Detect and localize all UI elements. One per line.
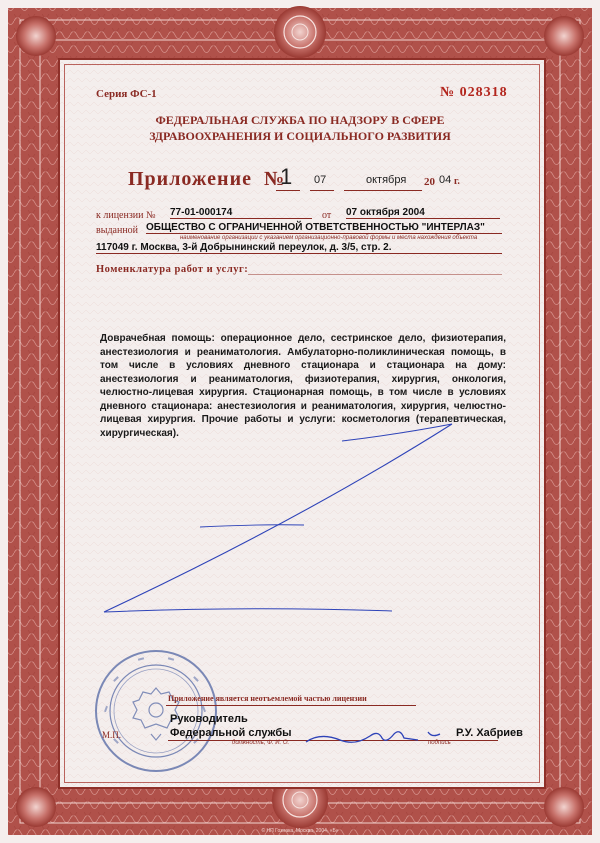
- head-title-line2: Федеральной службы: [170, 727, 292, 739]
- stamp-place-label: М.П.: [102, 730, 122, 740]
- year-prefix: 20: [424, 176, 435, 188]
- license-number: 77-01-000174: [170, 207, 312, 219]
- appendix-month: октября: [366, 174, 407, 186]
- authority-line: ФЕДЕРАЛЬНАЯ СЛУЖБА ПО НАДЗОРУ В СФЕРЕ: [155, 113, 445, 127]
- organization-note: наименование организации с указанием организационно-правовой формы и места нахождения объекта: [180, 235, 478, 241]
- handwritten-signature: [300, 722, 450, 752]
- printer-imprint: © НП Гознака, Москва, 2004, «Б»: [261, 828, 339, 834]
- organization-name: ОБЩЕСТВО С ОГРАНИЧЕННОЙ ОТВЕТСТВЕННОСТЬЮ "ИНТЕРЛАЗ": [146, 222, 502, 234]
- appendix-year: 04: [439, 174, 452, 186]
- signatory-name: Р.У. Хабриев: [456, 727, 523, 739]
- license-label: к лицензии №: [96, 210, 156, 221]
- integral-part-note: Приложение является неотъемлемой частью лицензии: [168, 694, 367, 703]
- license-date: 07 октября 2004: [346, 207, 500, 219]
- number-sign: №: [263, 168, 285, 190]
- license-from-label: от: [322, 210, 332, 221]
- series-label: Серия ФС-1: [96, 88, 157, 100]
- appendix-title: Приложение: [128, 168, 252, 190]
- year-unit: г.: [454, 176, 460, 187]
- form-number: № 028318: [440, 85, 508, 100]
- services-text: Доврачебная помощь: операционное дело, сестринское дело, физиотерапия, анестезиология и реаниматология. Амбулаторно-поликлиническая помощь, в том числе в условиях дневного стационара и стационара на дому: анестезиология и реаниматология, физиотерапия, хирургия, онкология, челюстно-лицевая хирургия. Стационарная помощь, в том числе в условиях дневного стационара: анестезиология и реаниматология, хирургия, челюстно-лицевая хирургия. Прочие работы и услуги: косметология (терапевтическая, хирургическая).: [100, 333, 506, 439]
- organization-address: 117049 г. Москва, 3-й Добрынинский переулок, д. 3/5, стр. 2.: [96, 242, 502, 254]
- head-title-line1: Руководитель: [170, 713, 248, 725]
- authority-line: ЗДРАВООХРАНЕНИЯ И СОЦИАЛЬНОГО РАЗВИТИЯ: [149, 129, 451, 143]
- signature-caption: подпись: [428, 740, 451, 746]
- appendix-day: 07: [314, 174, 327, 186]
- official-stamp: [93, 648, 219, 774]
- issued-label: выданной: [96, 225, 139, 236]
- appendix-number: 1: [280, 164, 293, 189]
- position-caption: должность, Ф. И. О.: [232, 740, 290, 746]
- nomenclature-label: Номенклатура работ и услуг:: [96, 264, 249, 275]
